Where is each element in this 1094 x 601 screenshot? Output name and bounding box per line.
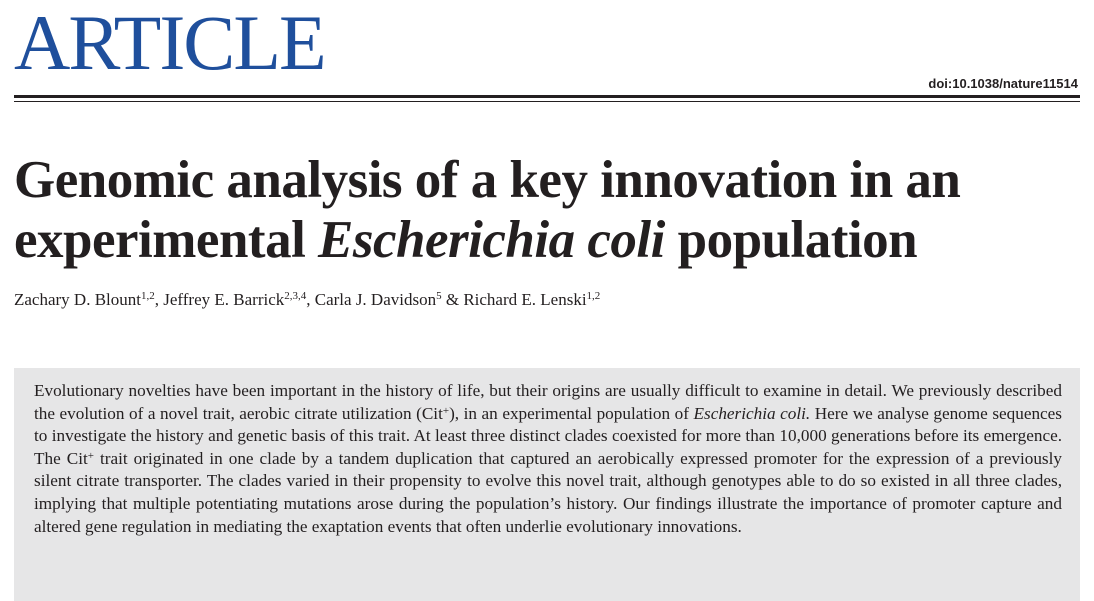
title-line2-suffix: population [664, 211, 918, 269]
abstract-superscript: + [87, 449, 94, 462]
abstract-segment: Evolutionary novelties have been important in the history of life, but their origins are usually difficult to examine in detail. We previously described the evolution of a novel trait, aerobic citrate utilization (Cit [34, 381, 1062, 423]
author-list [14, 290, 600, 310]
abstract-text [34, 380, 1062, 538]
author-affiliation: 1,2 [586, 290, 601, 302]
title-line1: Genomic analysis of a key innovation in an [14, 151, 961, 209]
doi-label[interactable]: doi:10.1038/nature11514 [928, 76, 1078, 91]
author-name[interactable]: Jeffrey E. Barrick [163, 290, 285, 309]
title-line2-prefix: experimental [14, 211, 319, 269]
author-name[interactable]: Richard E. Lenski [463, 290, 587, 309]
author-affiliation: 2,3,4 [284, 290, 307, 302]
abstract-segment: ), in an experimental population of [449, 403, 694, 423]
header-rule-thin [14, 101, 1080, 102]
author-separator: , [306, 290, 315, 309]
header-rule-thick [14, 95, 1080, 98]
author-name[interactable]: Carla J. Davidson [314, 290, 437, 309]
author-separator: , [154, 290, 164, 309]
author-separator: & [441, 290, 464, 309]
section-label: ARTICLE [14, 0, 325, 86]
abstract-superscript: + [442, 404, 450, 417]
author-name[interactable]: Zachary D. Blount [14, 290, 141, 309]
title-species: Escherichia coli [318, 211, 665, 269]
author-affiliation: 1,2 [141, 290, 155, 302]
article-title [14, 150, 1089, 270]
abstract-segment: Here we analyse genome sequences to investigate the history and genetic basis of this trait. At least three distinct clades coexisted for more than 10,000 generations before its emergence. The Cit [34, 403, 1062, 468]
author-affiliation: 5 [436, 290, 442, 302]
abstract-species: Escherichia coli. [693, 403, 811, 423]
abstract-segment: trait originated in one clade by a tandem duplication that captured an aerobically expressed promoter for the expression of a previously silent citrate transporter. The clades varied in their propensity to evolve this novel trait, although genotypes able to do so existed in all three clades, implying that multiple potentiating mutations arose during the population’s history. Our findings illustrate the importance of promoter capture and altered gene regulation in mediating the exaptation events that often underlie evolutionary innovations. [34, 448, 1062, 536]
